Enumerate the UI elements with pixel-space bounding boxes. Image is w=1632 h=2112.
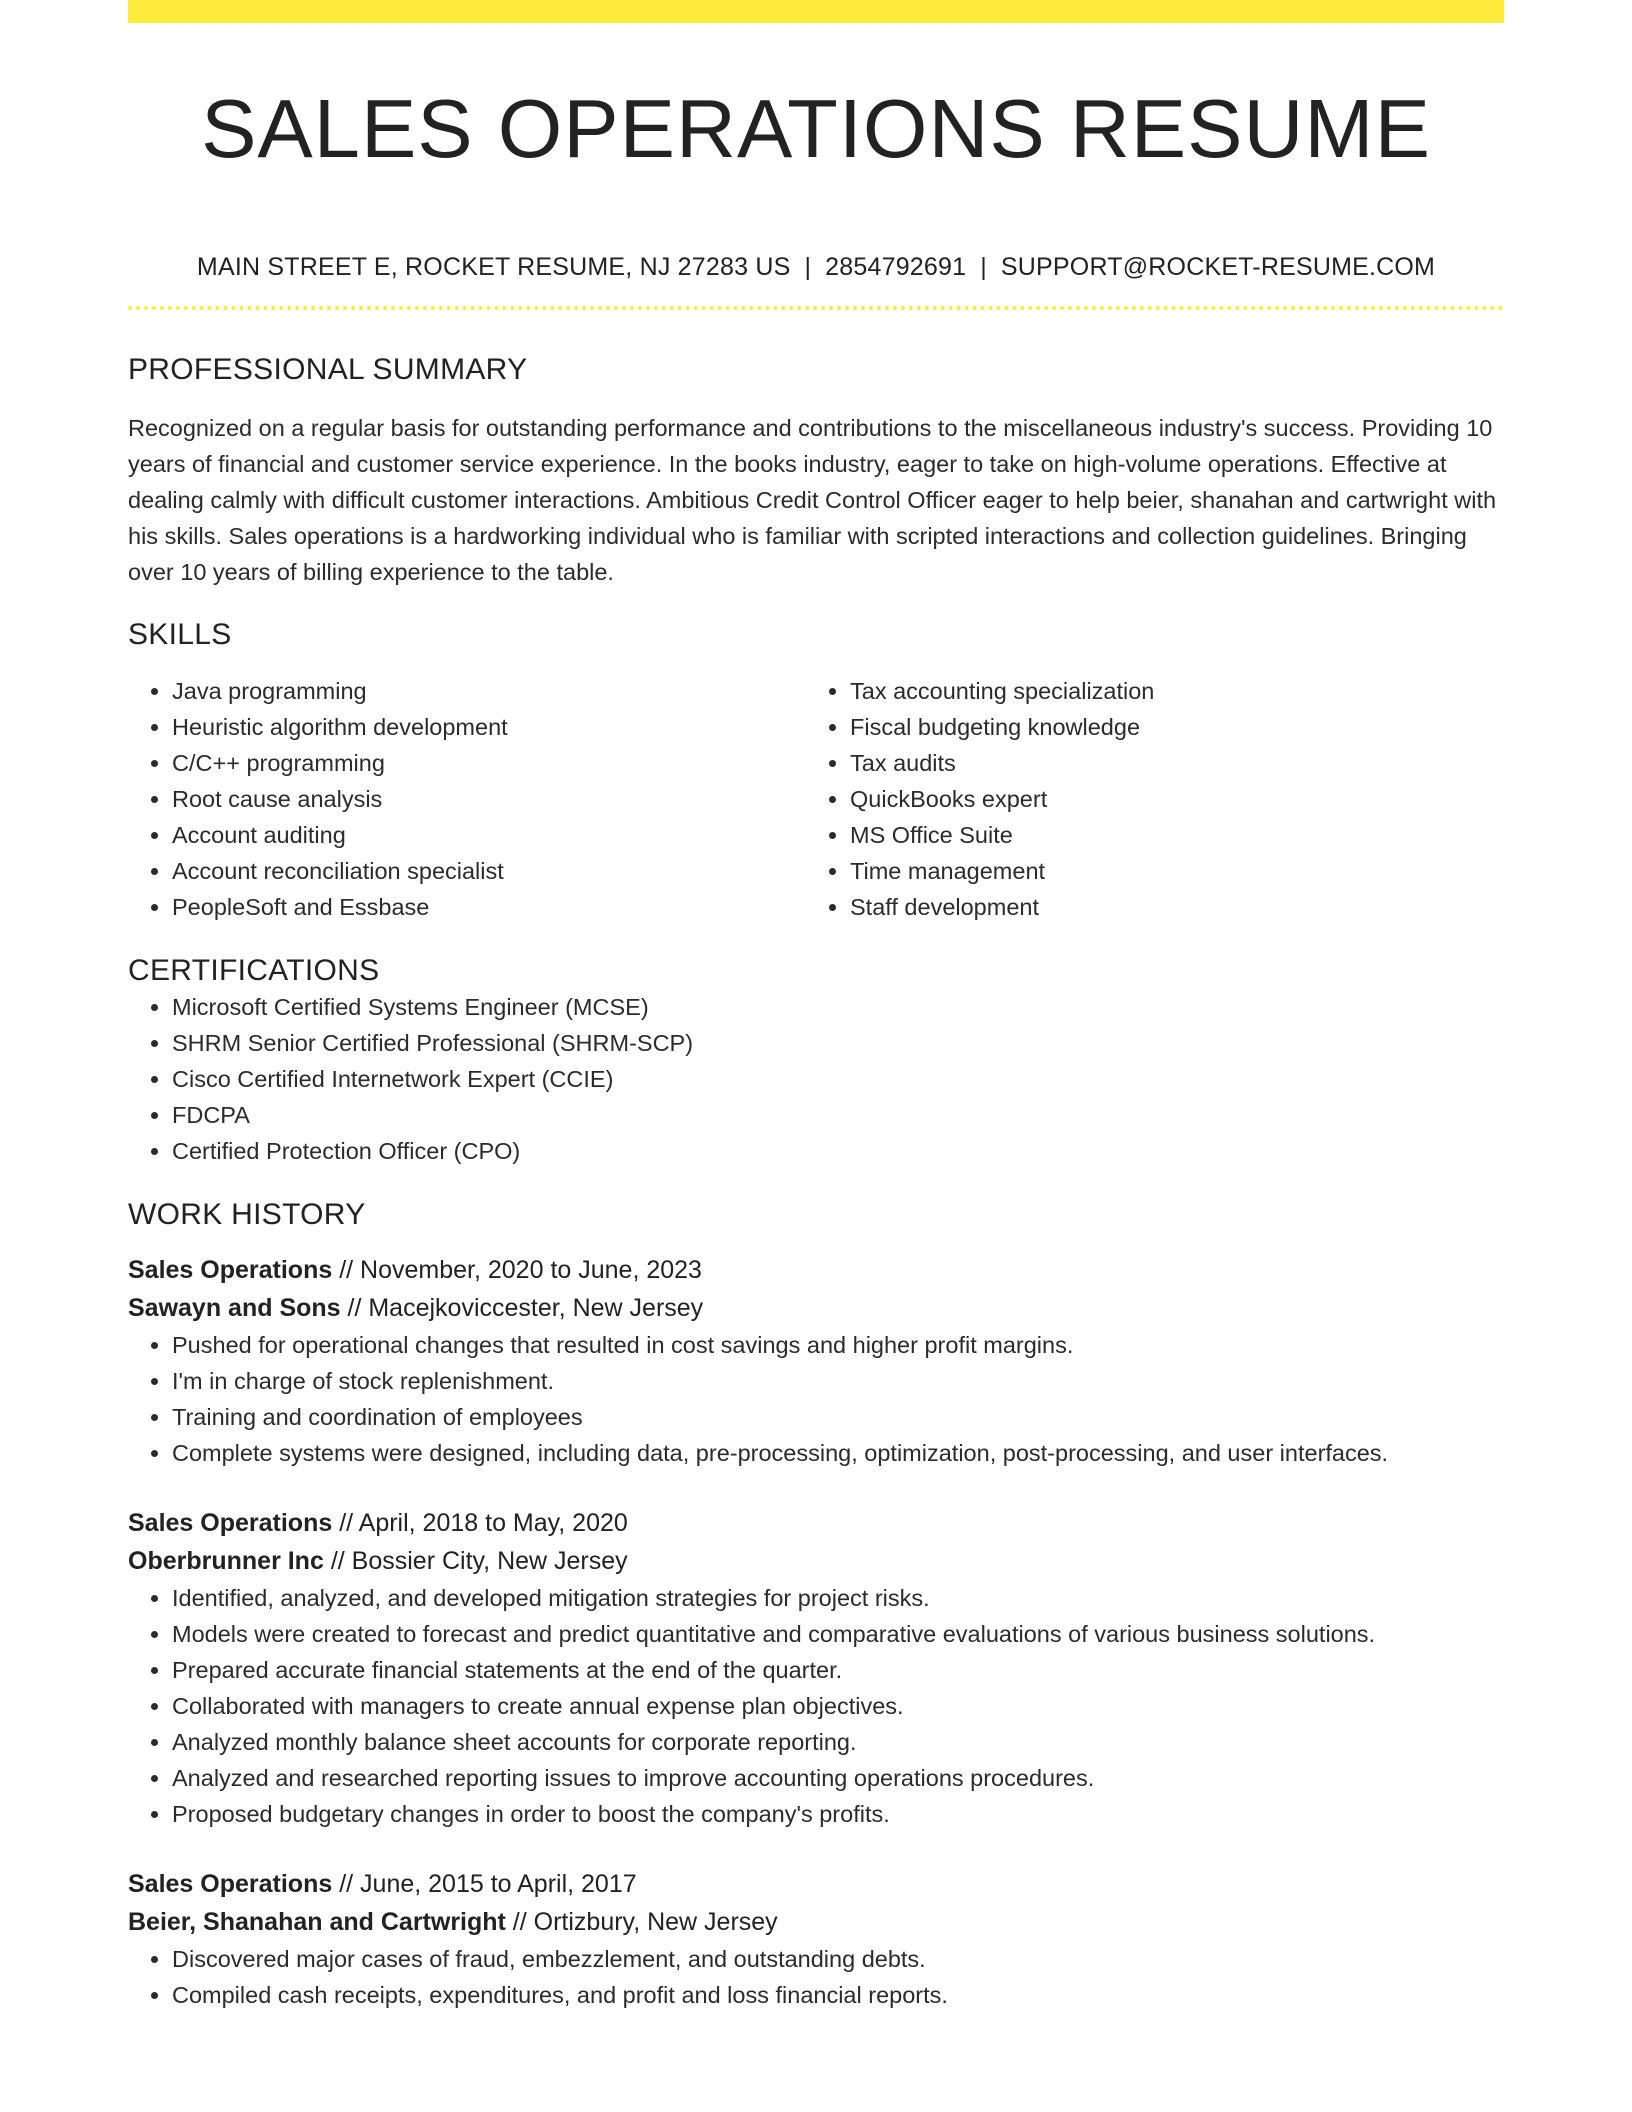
skills-heading: SKILLS <box>128 618 232 651</box>
job-bullet: • Training and coordination of employees <box>172 1399 1504 1435</box>
resume-page <box>128 0 1504 2013</box>
job-company-line <box>128 1289 1504 1327</box>
contact-line <box>128 251 1504 283</box>
certification-item: • SHRM Senior Certified Professional (SHRM-SCP) <box>172 1025 1504 1061</box>
skills-column-right <box>806 673 1484 925</box>
skill-item: • PeopleSoft and Essbase <box>172 889 806 925</box>
job-company: Beier, Shanahan and Cartwright <box>128 1908 506 1936</box>
skill-item: • C/C++ programming <box>172 745 806 781</box>
job-bullet: • Complete systems were designed, including data, pre-processing, optimization, post-processing, and user interfaces. <box>172 1435 1504 1471</box>
certification-item: • FDCPA <box>172 1097 1504 1133</box>
resume-title: SALES OPERATIONS RESUME <box>201 82 1431 175</box>
contact-address: MAIN STREET E, ROCKET RESUME, NJ 27283 US <box>196 253 791 281</box>
job-company-line <box>128 1542 1504 1580</box>
dotted-divider <box>128 306 1504 310</box>
skill-item: • Fiscal budgeting knowledge <box>850 709 1484 745</box>
job-bullet-list <box>128 1941 1504 2013</box>
job-bullet: • Identified, analyzed, and developed mitigation strategies for project risks. <box>172 1580 1504 1616</box>
certification-item: • Certified Protection Officer (CPO) <box>172 1133 1504 1169</box>
skill-item: • QuickBooks expert <box>850 781 1484 817</box>
job-bullet: • Compiled cash receipts, expenditures, and profit and loss financial reports. <box>172 1977 1504 2013</box>
job-role: Sales Operations <box>128 1256 333 1284</box>
skill-item: • Time management <box>850 853 1484 889</box>
job-bullet: • Prepared accurate financial statements at the end of the quarter. <box>172 1652 1504 1688</box>
skill-item: • Tax accounting specialization <box>850 673 1484 709</box>
skills-list-right <box>806 673 1484 925</box>
job-role-line <box>128 1865 1504 1903</box>
certification-item: • Cisco Certified Internetwork Expert (CCIE) <box>172 1061 1504 1097</box>
job-location: Ortizbury, New Jersey <box>533 1908 778 1936</box>
job-divider: // <box>323 1547 352 1575</box>
job-entry <box>128 1251 1504 1471</box>
job-divider: // <box>332 1870 361 1898</box>
skills-columns <box>128 673 1504 925</box>
skill-item: • Heuristic algorithm development <box>172 709 806 745</box>
job-bullet-list <box>128 1327 1504 1471</box>
job-entry <box>128 1865 1504 2013</box>
job-divider: // <box>505 1908 534 1936</box>
job-bullet: • I'm in charge of stock replenishment. <box>172 1363 1504 1399</box>
skills-list-left <box>128 673 806 925</box>
contact-separator: | <box>804 253 812 281</box>
job-bullet-list <box>128 1580 1504 1832</box>
job-divider: // <box>332 1509 359 1537</box>
job-bullet: • Models were created to forecast and predict quantitative and comparative evaluations of various business solutions. <box>172 1616 1504 1652</box>
summary-heading: PROFESSIONAL SUMMARY <box>128 353 528 386</box>
certifications-heading: CERTIFICATIONS <box>128 954 380 987</box>
summary-text: Recognized on a regular basis for outstanding performance and contributions to the miscellaneous industry's success. Providing 10 years of financial and customer service experience. In the books industry, eager to take on high-volume operations. Effective at dealing calmly with difficult customer interactions. Ambitious Credit Control Officer eager to help beier, shanahan and cartwright with his skills. Sales operations is a hardworking individual who is familiar with scripted interactions and collection guidelines. Bringing over 10 years of billing experience to the table. <box>128 415 1497 585</box>
job-bullet: • Analyzed and researched reporting issues to improve accounting operations procedures. <box>172 1760 1504 1796</box>
job-location: Bossier City, New Jersey <box>351 1547 628 1575</box>
skill-item: • Staff development <box>850 889 1484 925</box>
skills-column-left <box>128 673 806 925</box>
job-role-line <box>128 1251 1504 1289</box>
job-role-line <box>128 1504 1504 1542</box>
job-bullet: • Pushed for operational changes that resulted in cost savings and higher profit margins. <box>172 1327 1504 1363</box>
certifications-list <box>128 989 1504 1169</box>
skill-item: • MS Office Suite <box>850 817 1484 853</box>
job-role: Sales Operations <box>128 1509 333 1537</box>
contact-email: SUPPORT@ROCKET-RESUME.COM <box>1000 253 1436 281</box>
job-divider: // <box>332 1256 361 1284</box>
job-company: Oberbrunner Inc <box>128 1547 324 1575</box>
skill-item: • Java programming <box>172 673 806 709</box>
work-history-heading: WORK HISTORY <box>128 1198 366 1231</box>
accent-top-bar <box>128 0 1504 23</box>
job-divider: // <box>340 1294 369 1322</box>
contact-phone: 2854792691 <box>825 253 967 281</box>
job-bullet: • Collaborated with managers to create annual expense plan objectives. <box>172 1688 1504 1724</box>
job-bullet: • Proposed budgetary changes in order to boost the company's profits. <box>172 1796 1504 1832</box>
job-bullet: • Discovered major cases of fraud, embezzlement, and outstanding debts. <box>172 1941 1504 1977</box>
job-dates: April, 2018 to May, 2020 <box>358 1509 628 1537</box>
job-dates: November, 2020 to June, 2023 <box>360 1256 702 1284</box>
job-dates: June, 2015 to April, 2017 <box>360 1870 637 1898</box>
job-bullet: • Analyzed monthly balance sheet accounts for corporate reporting. <box>172 1724 1504 1760</box>
skill-item: • Root cause analysis <box>172 781 806 817</box>
job-role: Sales Operations <box>128 1870 333 1898</box>
job-entry <box>128 1504 1504 1832</box>
skill-item: • Account auditing <box>172 817 806 853</box>
contact-separator: | <box>980 253 987 281</box>
job-company: Sawayn and Sons <box>128 1294 341 1322</box>
certification-item: • Microsoft Certified Systems Engineer (MCSE) <box>172 989 1504 1025</box>
job-location: Macejkoviccester, New Jersey <box>368 1294 704 1322</box>
job-company-line <box>128 1903 1504 1941</box>
skill-item: • Account reconciliation specialist <box>172 853 806 889</box>
skill-item: • Tax audits <box>850 745 1484 781</box>
